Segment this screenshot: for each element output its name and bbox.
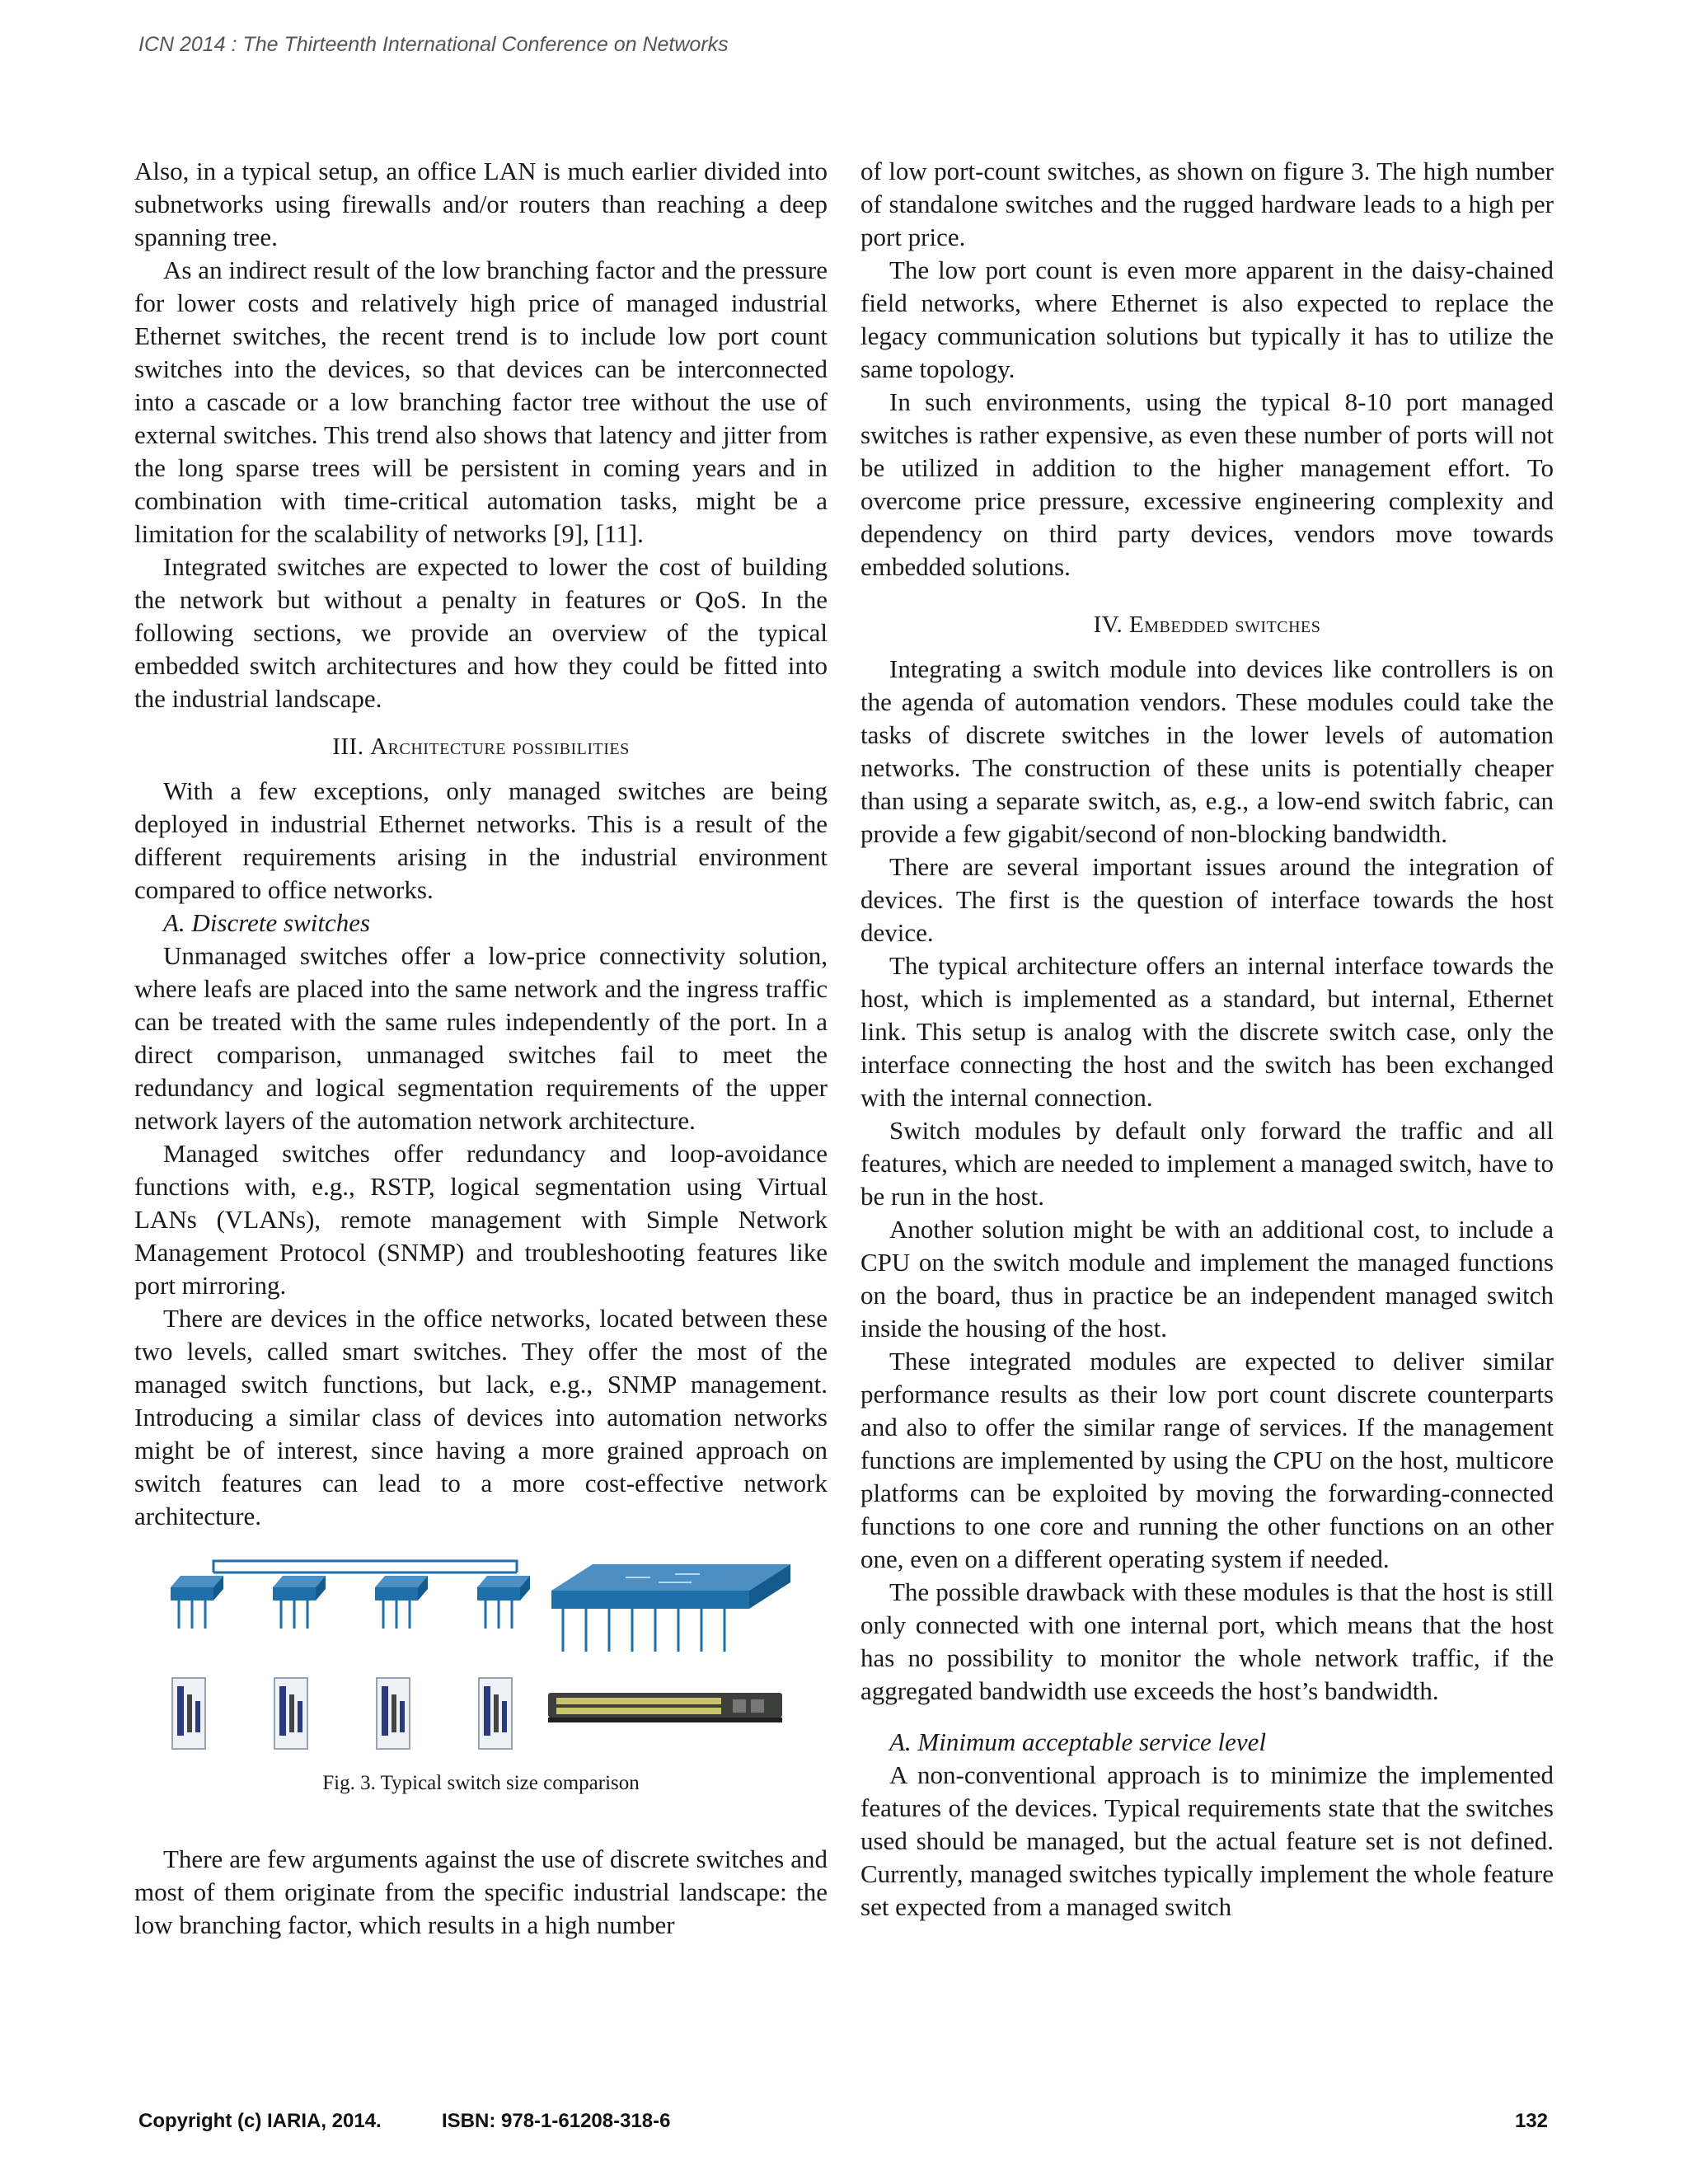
section-title: Architecture possibilities <box>370 733 630 760</box>
paragraph: In such environments, using the typical 8-10 port managed switches is rather expensive, as even these number of ports will not be utilized in addition to the higher management effort. To overcome price pressure, excessive engineering complexity and dependency on third party devices, vendors move towards embedded solutions. <box>860 387 1554 581</box>
section-title: Embedded switches <box>1129 612 1321 638</box>
paragraph: The possible drawback with these modules is that the host is still only connected with one internal port, which means that the host has no possibility to monitor the whole network traffic, if the aggregated bandwidth use exceeds the host’s bandwidth. <box>860 1577 1554 1705</box>
section-heading-4 <box>860 608 1554 641</box>
copyright: Copyright (c) IARIA, 2014. <box>138 2110 382 2132</box>
din-device-1 <box>172 1678 205 1749</box>
cascade-link <box>213 1561 517 1572</box>
section-heading-3 <box>134 730 828 763</box>
small-switch-2 <box>273 1576 326 1629</box>
paragraph: of low port-count switches, as shown on figure 3. The high number of standalone switches and the rugged hardware leads to a high per port price. <box>860 157 1554 251</box>
paragraph: There are devices in the office networks, located between these two levels, called smart switches. They offer the most of the managed switch functions, but lack, e.g., SNMP management. Introducing a similar class of devices into automation networks might be of interest, since having a more grained approach on switch features can lead to a more cost-effective network architecture. <box>134 1304 828 1530</box>
din-device-4 <box>479 1678 512 1749</box>
rack-switch <box>548 1693 782 1722</box>
paragraph: Integrated switches are expected to lower the cost of building the network but without a penalty in features or QoS. In the following sections, we provide an overview of the typical embedded switch architectures and how they could be fitted into the industrial landscape. <box>134 552 828 713</box>
paragraph: A non-conventional approach is to minimize the implemented features of the devices. Typical requirements state that the switches used should be managed, but the actual feature set is not defined. Currently, managed switches typically implement the whole feature set expected from a managed switch <box>860 1760 1554 1921</box>
paragraph: The typical architecture offers an internal interface towards the host, which is implemented as a standard, but internal, Ethernet link. This setup is analog with the discrete switch case, only the interface connecting the host and the switch has been exchanged with the internal connection. <box>860 951 1554 1112</box>
paragraph: These integrated modules are expected to deliver similar performance results as their low port count discrete counterparts and also to offer the similar range of services. If the management functions are implemented by using the CPU on the host, multicore platforms can be exploited by moving the forwarding-connected functions to one core and running the other functions on an other one, even on a different operating system if needed. <box>860 1347 1554 1573</box>
din-device-2 <box>274 1678 307 1749</box>
paragraph: The low port count is even more apparent in the daisy-chained field networks, where Ethernet is also expected to replace the legacy communication solutions but typically it has to utilize the same topology. <box>860 255 1554 383</box>
figure-3 <box>134 1554 828 1752</box>
section-number: IV. <box>1093 612 1123 638</box>
paragraph: Unmanaged switches offer a low-price connectivity solution, where leafs are placed into the same network and the ingress traffic can be treated with the same rules independently of the port. In a direct comparison, unmanaged switches fail to meet the redundancy and logical segmentation requirements of the upper network layers of the automation network architecture. <box>134 941 828 1135</box>
isbn: ISBN: 978-1-61208-318-6 <box>442 2110 671 2132</box>
paragraph: Managed switches offer redundancy and loop-avoidance functions with, e.g., RSTP, logical segmentation using Virtual LANs (VLANs), remote management with Simple Network Management Protocol (SNMP) and troubleshooting features like port mirroring. <box>134 1139 828 1300</box>
paragraph: Also, in a typical setup, an office LAN is much earlier divided into subnetworks using firewalls and/or routers than reaching a deep spanning tree. <box>134 157 828 251</box>
figure-caption: Fig. 3. Typical switch size comparison <box>322 1772 640 1794</box>
din-device-3 <box>377 1678 410 1749</box>
paragraph: With a few exceptions, only managed switches are being deployed in industrial Ethernet networks. This is a result of the different requirements arising in the industrial environment compared to office networks. <box>134 776 828 904</box>
paragraph: As an indirect result of the low branching factor and the pressure for lower costs and relatively high price of managed industrial Ethernet switches, the recent trend is to include low port count switches into the devices, so that devices can be interconnected into a cascade or a low branching factor tree without the use of external switches. This trend also shows that latency and jitter from the long sparse trees will be persistent in coming years and in combination with time-critical automation tasks, might be a limitation for the scalability of networks [9], [11]. <box>134 255 828 548</box>
section-number: III. <box>332 733 364 760</box>
right-column <box>860 155 1554 1924</box>
paragraph: There are several important issues around the integration of devices. The first is the question of interface towards the host device. <box>860 852 1554 947</box>
subsection-heading: A. Discrete switches <box>163 908 371 937</box>
subsection-heading: A. Minimum acceptable service level <box>889 1727 1267 1756</box>
small-switch-1 <box>171 1576 223 1629</box>
paragraph: Integrating a switch module into devices like controllers is on the agenda of automation vendors. These modules could take the tasks of discrete switches in the lower levels of automation networks. The construction of these units is potentially cheaper than using a separate switch, as, e.g., a low-end switch fabric, can provide a few gigabit/second of non-blocking bandwidth. <box>860 654 1554 848</box>
paragraph: Another solution might be with an additional cost, to include a CPU on the switch module and implement the managed functions on the board, thus in practice be an independent managed switch inside the housing of the host. <box>860 1215 1554 1343</box>
small-switch-4 <box>477 1576 530 1629</box>
switch-comparison-illustration <box>164 1554 807 1752</box>
left-column <box>134 155 828 1942</box>
running-header: ICN 2014 : The Thirteenth International Conference on Networks <box>138 33 729 56</box>
paragraph: Switch modules by default only forward the traffic and all features, which are needed to implement a managed switch, have to be run in the host. <box>860 1116 1554 1211</box>
small-switch-3 <box>375 1576 428 1629</box>
paragraph: There are few arguments against the use of discrete switches and most of them originate from the specific industrial landscape: the low branching factor, which results in a high number <box>134 1844 828 1939</box>
large-switch <box>551 1564 790 1652</box>
page-number: 132 <box>1514 2110 1548 2132</box>
